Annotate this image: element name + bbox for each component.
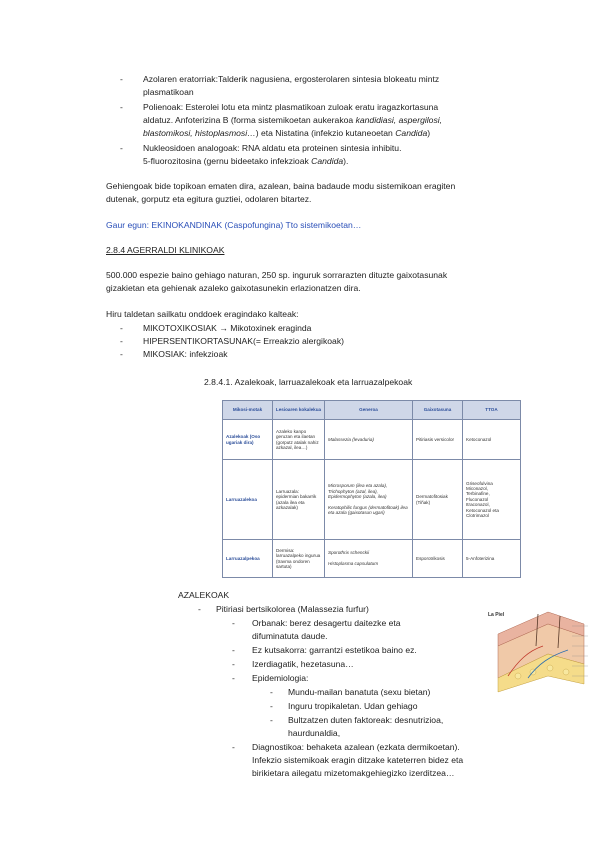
table-cell: Ketoconazol: [463, 420, 521, 460]
bullet-dash: -: [232, 618, 235, 628]
table-cell: Dermisa: larruazalpeko ingurua (travma ondoren sartuta): [273, 540, 325, 578]
table-cell: Larruazalekoa: [223, 460, 273, 540]
nucleoside-line-1: Nukleosidoen analogoak: RNA aldatu eta proteinen sintesia inhibitu.: [143, 143, 402, 153]
bullet-dash: -: [198, 604, 201, 614]
para1-line-2: dutenak, gorputz eta egitura guztiei, odolaren bitartez.: [106, 194, 312, 204]
table-row: [223, 420, 521, 460]
sub-item: Ez kutsakorra: garrantzi estetikoa baino ez.: [252, 645, 417, 655]
table-cell: Dermatofitosiak (Tiñak): [413, 460, 463, 540]
epi-item: Bultzatzen duten faktoreak: desnutrizioa,: [288, 715, 444, 725]
table-cell: Pitiriasis versicolor: [413, 420, 463, 460]
bullet-dash: -: [120, 323, 123, 333]
sub-item: Izerdiagatik, hezetasuna…: [252, 659, 354, 669]
table-cell: Azalekoak (Oso ugariak dira): [223, 420, 273, 460]
para2-line-2: gizakietan eta gehienak azaleko gaixotasunekin erlazionatzen dira.: [106, 283, 361, 293]
table-cell: Larruazalpekoa: [223, 540, 273, 578]
mycosis-table: [222, 400, 521, 578]
table-cell: Sporothrix schenckii Histoplasma capsulatum: [325, 540, 413, 578]
bullet-dash: -: [120, 143, 123, 153]
azole-line-1: Azolaren eratorriak:Talderik nagusiena, ergosterolaren sintesia blokeatu mintz: [143, 74, 440, 84]
table-cell: Malassezia (levaduria): [325, 420, 413, 460]
table-header: Gaixotasuna: [413, 401, 463, 420]
table-header: Generoa: [325, 401, 413, 420]
bullet-dash: -: [270, 701, 273, 711]
polyene-line-1: Polienoak: Esterolei lotu eta mintz plasmatikoan zuloak eratu iragazkortasuna: [143, 102, 439, 112]
bullet-dash: -: [232, 645, 235, 655]
diagnosis-line: birikietara ailegatu mizetomakgehiegizko izerditzea…: [252, 768, 455, 778]
epi-item: Mundu-mailan banatuta (sexu bietan): [288, 687, 431, 697]
skin-layers-illustration: [488, 606, 592, 694]
table-header: TTOA: [463, 401, 521, 420]
skin-diagram: [488, 606, 592, 694]
para3: Hiru taldetan sailkatu onddoek eragindako kalteak:: [106, 309, 299, 319]
subsection-heading: 2.8.4.1. Azalekoak, larruazalekoak eta larruazalpekoak: [204, 377, 413, 387]
table-cell: Griseofulvina Miconazol, Terbinafine, Fluconazol Itraconazol, Ketoconazol eta Clotrimazol: [463, 460, 521, 540]
table-row: [223, 460, 521, 540]
sub-item: difuminatuta daude.: [252, 631, 328, 641]
azole-line-2: plasmatikoan: [143, 87, 194, 97]
section-heading: 2.8.4 AGERRALDI KLINIKOAK: [106, 245, 225, 255]
bullet-dash: -: [270, 715, 273, 725]
table-header: Lesioaren kokalekua: [273, 401, 325, 420]
group-item: MIKOSIAK: infekzioak: [143, 349, 228, 359]
nucleoside-line-2: 5-fluorozitosina (gernu bideetako infekzioak Candida).: [143, 156, 349, 166]
sub-item: Orbanak: berez desagertu daitezke eta: [252, 618, 401, 628]
table-header-row: [223, 401, 521, 420]
sub-item: Epidemiologia:: [252, 673, 309, 683]
bullet-dash: -: [120, 102, 123, 112]
table-cell: Azaleko kanpo geruzan eta ilaetan (gorputz atalak nahiz azkazal, ilea…): [273, 420, 325, 460]
table-header: Mikosi-motak: [223, 401, 273, 420]
polyene-line-2: aldatuz. Anfoterizina B (forma sistemikoetan aukerakoa kandidiasi, aspergilosi,: [143, 115, 443, 125]
bullet-dash: -: [270, 687, 273, 697]
bullet-dash: -: [120, 349, 123, 359]
group-item: MIKOTOXIKOSIAK → Mikotoxinek eraginda: [143, 323, 312, 333]
table-row: [223, 540, 521, 578]
para2-line-1: 500.000 espezie baino gehiago naturan, 250 sp. inguruk sorrarazten dituzte gaixotasunak: [106, 270, 448, 280]
diagnosis-line: Infekzio sistemikoak eragin ditzake kateterren bidez eta: [252, 755, 464, 765]
note-echinocandins: Gaur egun: EKINOKANDINAK (Caspofungina) Tto sistemikoetan…: [106, 220, 362, 230]
table-cell: 5-Anfoterizina: [463, 540, 521, 578]
bullet-dash: -: [232, 673, 235, 683]
epi-item: Inguru tropikaletan. Udan gehiago: [288, 701, 418, 711]
table-cell: Microsporum (ilea eta azala), Trichophyton (azal, ilea), Epidermophyton (azala, ilea) Keratophilic fungus (dermatofitoak) ilea eta azala (gaixotasun ugari): [325, 460, 413, 540]
figure-title: La Piel: [488, 612, 505, 618]
epi-item: haurdunaldia,: [288, 728, 341, 738]
group-item: HIPERSENTIKORTASUNAK(= Erreakzio alergikoak): [143, 336, 344, 346]
pitiriasis-item: Pitiriasi bertsikolorea (Malassezia furfur): [216, 604, 369, 614]
table-cell: Esporotrikosis: [413, 540, 463, 578]
polyene-line-3: blastomikosi, histoplasmosi…) eta Nistatina (infekzio kutaneoetan Candida): [143, 128, 431, 138]
bullet-dash: -: [232, 742, 235, 752]
bullet-dash: -: [232, 659, 235, 669]
bullet-dash: -: [120, 336, 123, 346]
para1-line-1: Gehiengoak bide topikoan ematen dira, azalean, baina badaude modu sistemikoan eragiten: [106, 181, 456, 191]
table-cell: Larruazala: epidermian bakarrik (azala ilea eta azkazalak): [273, 460, 325, 540]
diagnosis-line: Diagnostikoa: behaketa azalean (ezkata dermikoetan).: [252, 742, 460, 752]
azalekoak-heading: AZALEKOAK: [178, 590, 230, 600]
bullet-dash: -: [120, 74, 123, 84]
